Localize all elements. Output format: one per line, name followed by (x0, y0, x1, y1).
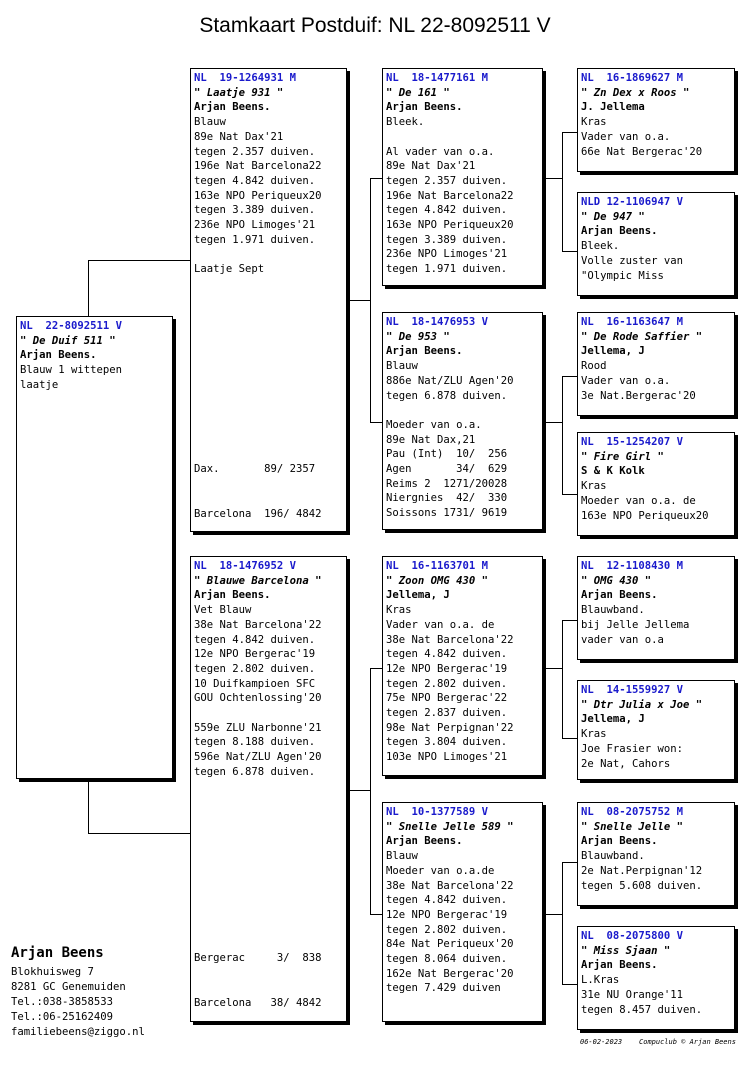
pigeon-card-mother[interactable] (190, 556, 347, 1022)
pigeon-card-great-grandparent[interactable] (577, 192, 735, 296)
connector-line (543, 668, 563, 669)
connector-line (543, 178, 563, 179)
pigeon-card-grandmother-paternal[interactable] (382, 312, 543, 530)
ring-number: NL 18-1476952 V (194, 560, 297, 572)
breeder-city: 8281 GC Genemuiden (11, 981, 126, 993)
pigeon-info-line: 10 Duifkampioen SFC (194, 677, 316, 690)
pigeon-card-father[interactable] (190, 68, 347, 532)
pigeon-info-line: 236e NPO Limoges'21 (194, 219, 316, 232)
pigeon-info-line: tegen 5.608 duiven. (581, 879, 703, 892)
pigeon-card-great-grandparent[interactable] (577, 556, 735, 660)
pigeon-info-line (386, 403, 539, 418)
pigeon-info-line: Blauw (386, 360, 418, 373)
breeder-mobile: Tel.:06-25162409 (11, 1011, 114, 1023)
pigeon-info-line: 84e Nat Periqueux'20 (386, 938, 514, 951)
pigeon-owner: Jellema, J (581, 713, 645, 726)
pigeon-info-line: 236e NPO Limoges'21 (386, 248, 508, 261)
pigeon-info-line: 163e NPO Periqueux20 (581, 509, 709, 522)
pigeon-info-line: 103e NPO Limoges'21 (386, 751, 508, 764)
pigeon-info-line: tegen 8.064 duiven. (386, 953, 508, 966)
pigeon-card-grandmother-maternal[interactable] (382, 802, 543, 1022)
pigeon-info-line: tegen 2.802 duiven. (386, 923, 508, 936)
pigeon-card-subject[interactable] (16, 316, 173, 779)
pigeon-info-line: Soissons 1731/ 9619 (386, 507, 508, 520)
pigeon-owner: Jellema, J (386, 589, 450, 602)
pigeon-info-line: 38e Nat Barcelona'22 (386, 879, 514, 892)
pigeon-info-line: tegen 3.804 duiven. (386, 736, 508, 749)
pigeon-info-line: Moeder van o.a. (386, 418, 482, 431)
pigeon-info-line: L.Kras (581, 974, 620, 987)
connector-line (562, 251, 578, 252)
pigeon-info-line: 89e Nat Dax'21 (194, 130, 284, 143)
pigeon-info-line: tegen 2.357 duiven. (386, 174, 508, 187)
pigeon-info-line: 12e NPO Bergerac'19 (386, 662, 508, 675)
pigeon-info-line: 196e Nat Barcelona22 (194, 160, 322, 173)
pigeon-name: " De Duif 511 " (20, 334, 116, 347)
pigeon-info-line: 75e NPO Bergerac'22 (386, 692, 508, 705)
pigeon-info-line: Vet Blauw (194, 604, 252, 617)
connector-line (562, 620, 578, 621)
pigeon-info-line: 89e Nat Dax,21 (386, 433, 476, 446)
pigeon-info-line: Volle zuster van (581, 254, 684, 267)
breeder-info (11, 944, 145, 1040)
connector-line (562, 376, 563, 494)
pigeon-card-great-grandparent[interactable] (577, 68, 735, 172)
pigeon-card-grandfather-paternal[interactable] (382, 68, 543, 286)
breeder-address: Blokhuisweg 7 (11, 966, 94, 978)
pigeon-owner: Jellema, J (581, 345, 645, 358)
pigeon-info-line: laatje (20, 378, 59, 391)
pigeon-card-grandfather-maternal[interactable] (382, 556, 543, 776)
ring-number: NLD 12-1106947 V (581, 196, 684, 208)
pigeon-card-great-grandparent[interactable] (577, 432, 735, 536)
pigeon-info-line: 31e NU Orange'11 (581, 988, 684, 1001)
credit: Compuclub © Arjan Beens (639, 1038, 736, 1046)
ring-number: NL 15-1254207 V (581, 436, 684, 448)
pigeon-owner: Arjan Beens. (581, 589, 658, 602)
race-result-row: Barcelona 38/ 4842 (194, 996, 322, 1009)
pigeon-info-line: 66e Nat Bergerac'20 (581, 145, 703, 158)
connector-line (562, 132, 578, 133)
footer (580, 1038, 736, 1046)
pigeon-info-line: tegen 2.837 duiven. (386, 707, 508, 720)
pigeon-name: " Blauwe Barcelona " (194, 574, 322, 587)
pigeon-info-line (194, 706, 343, 721)
pigeon-info-line: Moeder van o.a. de (581, 494, 696, 507)
pigeon-info-line: Vader van o.a. (581, 374, 671, 387)
connector-line (562, 494, 578, 495)
pigeon-name: " Laatje 931 " (194, 86, 284, 99)
pigeon-info-line: Bleek. (581, 240, 620, 253)
connector-line (88, 778, 89, 833)
pigeon-info-line: 12e NPO Bergerac'19 (386, 908, 508, 921)
pigeon-info-line: GOU Ochtenlossing'20 (194, 692, 322, 705)
pigeon-owner: Arjan Beens. (194, 589, 271, 602)
pigeon-name: " Fire Girl " (581, 450, 664, 463)
race-result-row: Bergerac 3/ 838 (194, 952, 322, 965)
pigeon-info-line: Vader van o.a. de (386, 618, 495, 631)
pigeon-info-line: 163e NPO Periqueux20 (386, 219, 514, 232)
race-results (194, 922, 322, 1022)
breeder-phone: Tel.:038-3858533 (11, 996, 114, 1008)
pigeon-info-line: 559e ZLU Narbonne'21 (194, 721, 322, 734)
pigeon-card-great-grandparent[interactable] (577, 802, 735, 906)
pigeon-info-line: tegen 2.357 duiven. (194, 145, 316, 158)
pigeon-info-line: Blauw 1 wittepen (20, 364, 123, 377)
breeder-email[interactable]: familiebeens@ziggo.nl (11, 1026, 145, 1038)
pigeon-owner: Arjan Beens. (194, 101, 271, 114)
pigeon-owner: Arjan Beens. (581, 225, 658, 238)
pigeon-info-line: 2e Nat, Cahors (581, 757, 671, 770)
pigeon-info-line: Kras (581, 480, 607, 493)
pigeon-info-line: tegen 4.842 duiven. (194, 633, 316, 646)
pigeon-owner: J. Jellema (581, 101, 645, 114)
pigeon-info-line: tegen 8.188 duiven. (194, 736, 316, 749)
pigeon-info-line: tegen 7.429 duiven (386, 982, 501, 995)
pigeon-name: " De Rode Saffier " (581, 330, 703, 343)
pigeon-info-line: Blauwband. (581, 850, 645, 863)
pigeon-info-line: tegen 2.802 duiven. (386, 677, 508, 690)
pigeon-info-line: Al vader van o.a. (386, 145, 495, 158)
pigeon-name: " Snelle Jelle 589 " (386, 820, 514, 833)
connector-line (347, 300, 371, 301)
pigeon-name: " Miss Sjaan " (581, 944, 671, 957)
connector-line (562, 132, 563, 251)
pigeon-info-line: 886e Nat/ZLU Agen'20 (386, 374, 514, 387)
pigeon-info-line: Blauw (194, 116, 226, 129)
pigeon-info-line (194, 247, 343, 262)
connector-line (88, 260, 191, 261)
connector-line (562, 620, 563, 738)
pigeon-info-line: Niergnies 42/ 330 (386, 492, 508, 505)
pigeon-info-line: Kras (386, 604, 412, 617)
pigeon-info-line: tegen 2.802 duiven. (194, 662, 316, 675)
ring-number: NL 08-2075800 V (581, 930, 684, 942)
pigeon-info-line: tegen 1.971 duiven. (386, 263, 508, 276)
pigeon-info-line: 162e Nat Bergerac'20 (386, 967, 514, 980)
pigeon-info-line: Reims 2 1271/20028 (386, 477, 508, 490)
connector-line (562, 738, 578, 739)
pigeon-info-line: 98e Nat Perpignan'22 (386, 721, 514, 734)
pigeon-info-line: bij Jelle Jellema (581, 618, 690, 631)
pigeon-info-line: vader van o.a (581, 633, 664, 646)
connector-line (562, 862, 578, 863)
pigeon-info-line: Laatje Sept (194, 263, 265, 276)
ring-number: NL 08-2075752 M (581, 806, 684, 818)
pigeon-info-line: tegen 6.878 duiven. (194, 765, 316, 778)
pigeon-card-great-grandparent[interactable] (577, 926, 735, 1030)
connector-line (543, 422, 563, 423)
pigeon-info-line: Moeder van o.a.de (386, 864, 495, 877)
pigeon-info-line: Joe Frasier won: (581, 742, 684, 755)
ring-number: NL 14-1559927 V (581, 684, 684, 696)
connector-line (543, 914, 563, 915)
pigeon-card-great-grandparent[interactable] (577, 312, 735, 416)
pigeon-info-line: tegen 4.842 duiven. (386, 894, 508, 907)
pigeon-info-line: Rood (581, 360, 607, 373)
pigeon-info-line: 163e NPO Periqueux20 (194, 189, 322, 202)
ring-number: NL 16-1869627 M (581, 72, 684, 84)
pigeon-info-line: 89e Nat Dax'21 (386, 160, 476, 173)
pigeon-info-line: 12e NPO Bergerac'19 (194, 648, 316, 661)
pigeon-owner: Arjan Beens. (20, 349, 97, 362)
race-results (194, 433, 322, 532)
pigeon-info-line: Kras (581, 728, 607, 741)
race-result-row: Dax. 89/ 2357 (194, 463, 316, 476)
ring-number: NL 18-1476953 V (386, 316, 489, 328)
connector-line (88, 833, 191, 834)
pigeon-info-line: tegen 3.389 duiven. (386, 233, 508, 246)
print-date: 06-02-2023 (580, 1038, 623, 1046)
pigeon-info-line: tegen 4.842 duiven. (386, 204, 508, 217)
pigeon-info-line: "Olympic Miss (581, 269, 664, 282)
connector-line (562, 984, 578, 985)
pigeon-info-line: Blauwband. (581, 604, 645, 617)
pigeon-info-line: Kras (581, 116, 607, 129)
ring-number: NL 12-1108430 M (581, 560, 684, 572)
connector-line (562, 862, 563, 984)
pigeon-info-line: 38e Nat Barcelona'22 (386, 633, 514, 646)
ring-number: NL 22-8092511 V (20, 320, 123, 332)
pigeon-name: " OMG 430 " (581, 574, 652, 587)
pigeon-name: " Dtr Julia x Joe " (581, 698, 703, 711)
pigeon-owner: Arjan Beens. (581, 959, 658, 972)
pigeon-owner: Arjan Beens. (386, 101, 463, 114)
pigeon-info-line: Bleek. (386, 116, 425, 129)
pigeon-info-line: Pau (Int) 10/ 256 (386, 448, 508, 461)
pigeon-info-line: tegen 6.878 duiven. (386, 389, 508, 402)
page-title: Stamkaart Postduif: NL 22-8092511 V (199, 14, 551, 37)
pigeon-info-line: 38e Nat Barcelona'22 (194, 618, 322, 631)
pigeon-info-line: 196e Nat Barcelona22 (386, 189, 514, 202)
pigeon-owner: Arjan Beens. (386, 345, 463, 358)
pigeon-info-line: Agen 34/ 629 (386, 463, 508, 476)
pigeon-card-great-grandparent[interactable] (577, 680, 735, 780)
pigeon-info-line: Blauw (386, 850, 418, 863)
pigeon-name: " De 953 " (386, 330, 450, 343)
pigeon-name: " Zn Dex x Roos " (581, 86, 690, 99)
pigeon-info-line: 2e Nat.Perpignan'12 (581, 864, 703, 877)
pigeon-info-line: tegen 4.842 duiven. (386, 648, 508, 661)
pigeon-info-line: tegen 1.971 duiven. (194, 233, 316, 246)
pigeon-info-line (386, 130, 539, 145)
pigeon-name: " Zoon OMG 430 " (386, 574, 489, 587)
ring-number: NL 16-1163647 M (581, 316, 684, 328)
ring-number: NL 16-1163701 M (386, 560, 489, 572)
pigeon-info-line: 596e Nat/ZLU Agen'20 (194, 751, 322, 764)
pigeon-info-line: 3e Nat.Bergerac'20 (581, 389, 696, 402)
pigeon-name: " Snelle Jelle " (581, 820, 684, 833)
pigeon-info-line: tegen 4.842 duiven. (194, 174, 316, 187)
ring-number: NL 10-1377589 V (386, 806, 489, 818)
ring-number: NL 19-1264931 M (194, 72, 297, 84)
connector-line (370, 668, 371, 914)
ring-number: NL 18-1477161 M (386, 72, 489, 84)
pigeon-info-line: tegen 8.457 duiven. (581, 1003, 703, 1016)
pigeon-name: " De 947 " (581, 210, 645, 223)
pigeon-name: " De 161 " (386, 86, 450, 99)
connector-line (88, 260, 89, 317)
connector-line (562, 376, 578, 377)
pigeon-info-line: tegen 3.389 duiven. (194, 204, 316, 217)
pigeon-info-line: Vader van o.a. (581, 130, 671, 143)
pigeon-owner: Arjan Beens. (386, 835, 463, 848)
breeder-name: Arjan Beens (11, 945, 104, 961)
pigeon-owner: Arjan Beens. (581, 835, 658, 848)
pigeon-owner: S & K Kolk (581, 465, 645, 478)
race-result-row: Barcelona 196/ 4842 (194, 507, 322, 520)
connector-line (347, 790, 371, 791)
